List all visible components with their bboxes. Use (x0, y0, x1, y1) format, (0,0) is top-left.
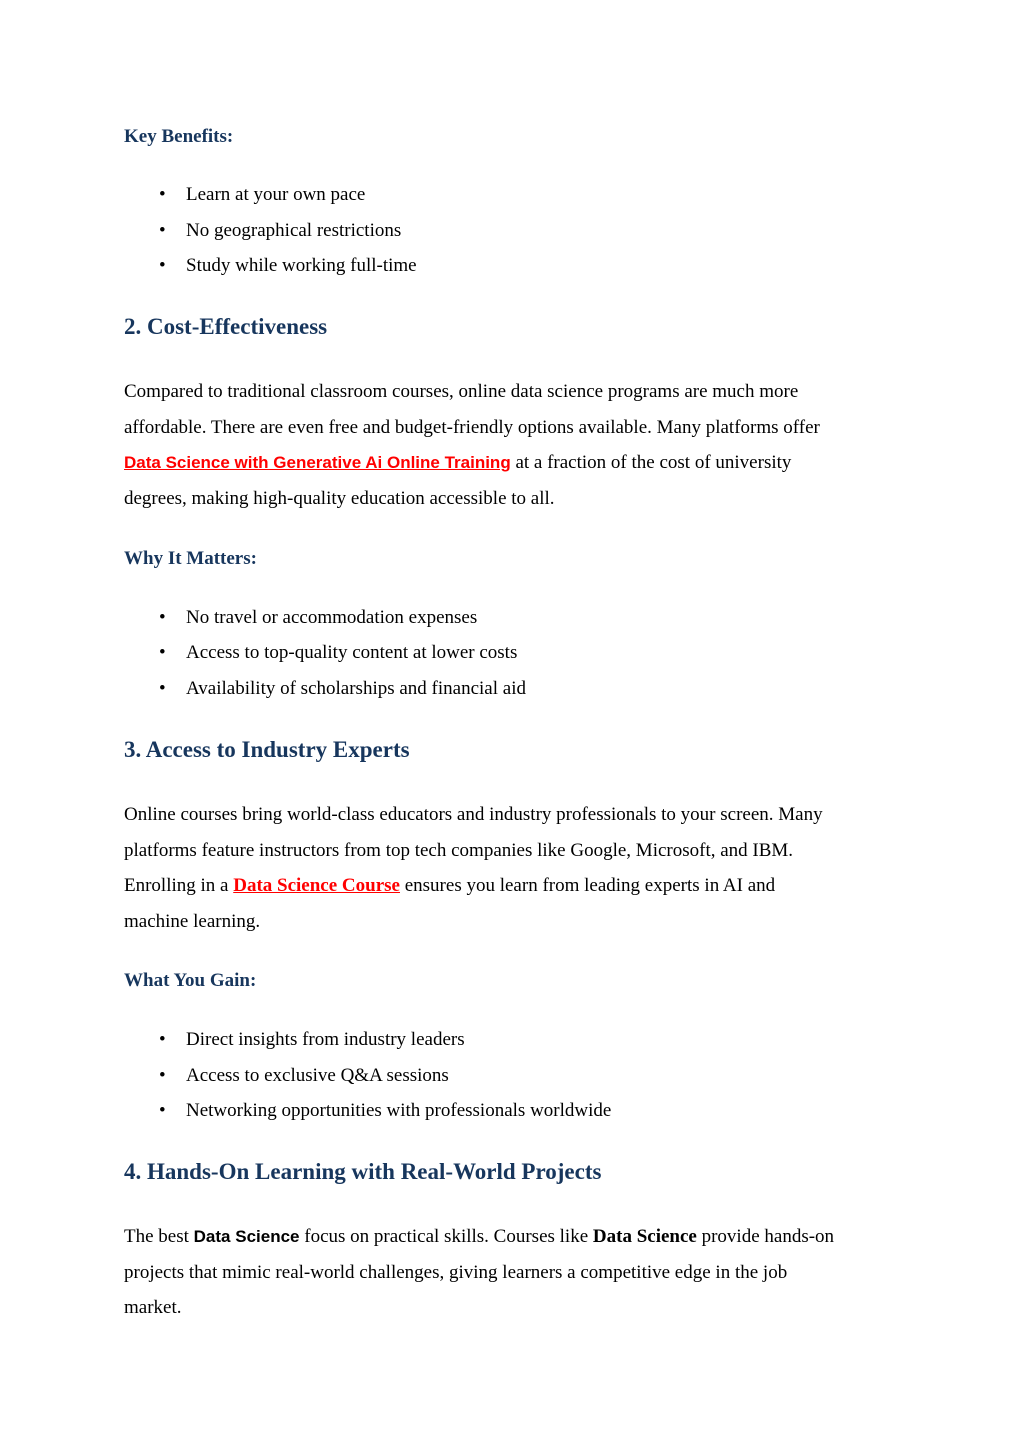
bullet-icon: • (159, 1029, 166, 1050)
industry-experts-paragraph (124, 797, 823, 939)
paragraph-line: machine learning. (124, 910, 261, 932)
bullet-icon: • (159, 1065, 166, 1086)
list-item: • No travel or accommodation expenses (159, 607, 478, 628)
list-item: • No geographical restrictions (159, 220, 402, 241)
list-item: • Networking opportunities with professionals worldwide (159, 1100, 612, 1121)
paragraph-line: The best Data Science focus on practical skills. Courses like Data Science provide hands-on (124, 1226, 835, 1247)
paragraph-line: Online courses bring world-class educators and industry professionals to your screen. Many (124, 804, 823, 825)
bullet-icon: • (159, 1100, 166, 1121)
list-item: • Access to exclusive Q&A sessions (159, 1065, 449, 1086)
data-science-bold-term: Data Science (592, 1226, 697, 1247)
hands-on-learning-paragraph (124, 1219, 834, 1326)
list-item: • Direct insights from industry leaders (159, 1029, 465, 1050)
paragraph-line: Compared to traditional classroom courses, online data science programs are much more (124, 381, 799, 402)
key-benefits-subheading: Key Benefits: (124, 126, 234, 147)
cost-effectiveness-heading: 2. Cost-Effectiveness (124, 314, 328, 339)
paragraph-line: affordable. There are even free and budget-friendly options available. Many platforms offer (124, 416, 820, 438)
paragraph-line: market. (124, 1297, 182, 1318)
bullet-icon: • (159, 642, 166, 663)
list-item: • Access to top-quality content at lower costs (159, 642, 518, 663)
list-item: • Learn at your own pace (159, 184, 366, 205)
paragraph-line: Data Science with Generative Ai Online Training at a fraction of the cost of university (124, 452, 792, 473)
data-science-bold-term: Data Science (193, 1227, 300, 1246)
list-item: • Availability of scholarships and financial aid (159, 678, 526, 699)
what-you-gain-subheading: What You Gain: (124, 970, 257, 991)
generative-ai-training-link[interactable]: Data Science with Generative Ai Online Training (124, 453, 511, 472)
hands-on-learning-heading: 4. Hands-On Learning with Real-World Projects (124, 1159, 602, 1184)
cost-effectiveness-paragraph (124, 374, 820, 516)
paragraph-line: degrees, making high-quality education accessible to all. (124, 487, 555, 509)
bullet-icon: • (159, 678, 166, 699)
why-it-matters-subheading: Why It Matters: (124, 548, 257, 569)
list-item: • Study while working full-time (159, 255, 417, 276)
bullet-icon: • (159, 184, 166, 205)
bullet-icon: • (159, 607, 166, 628)
paragraph-line: Enrolling in a Data Science Course ensures you learn from leading experts in AI and (124, 875, 776, 896)
bullet-icon: • (159, 255, 166, 276)
bullet-icon: • (159, 220, 166, 241)
industry-experts-heading: 3. Access to Industry Experts (124, 737, 410, 762)
data-science-course-link[interactable]: Data Science Course (233, 875, 400, 896)
paragraph-line: projects that mimic real-world challenges, giving learners a competitive edge in the job (124, 1261, 788, 1283)
paragraph-line: platforms feature instructors from top tech companies like Google, Microsoft, and IBM. (124, 839, 794, 861)
